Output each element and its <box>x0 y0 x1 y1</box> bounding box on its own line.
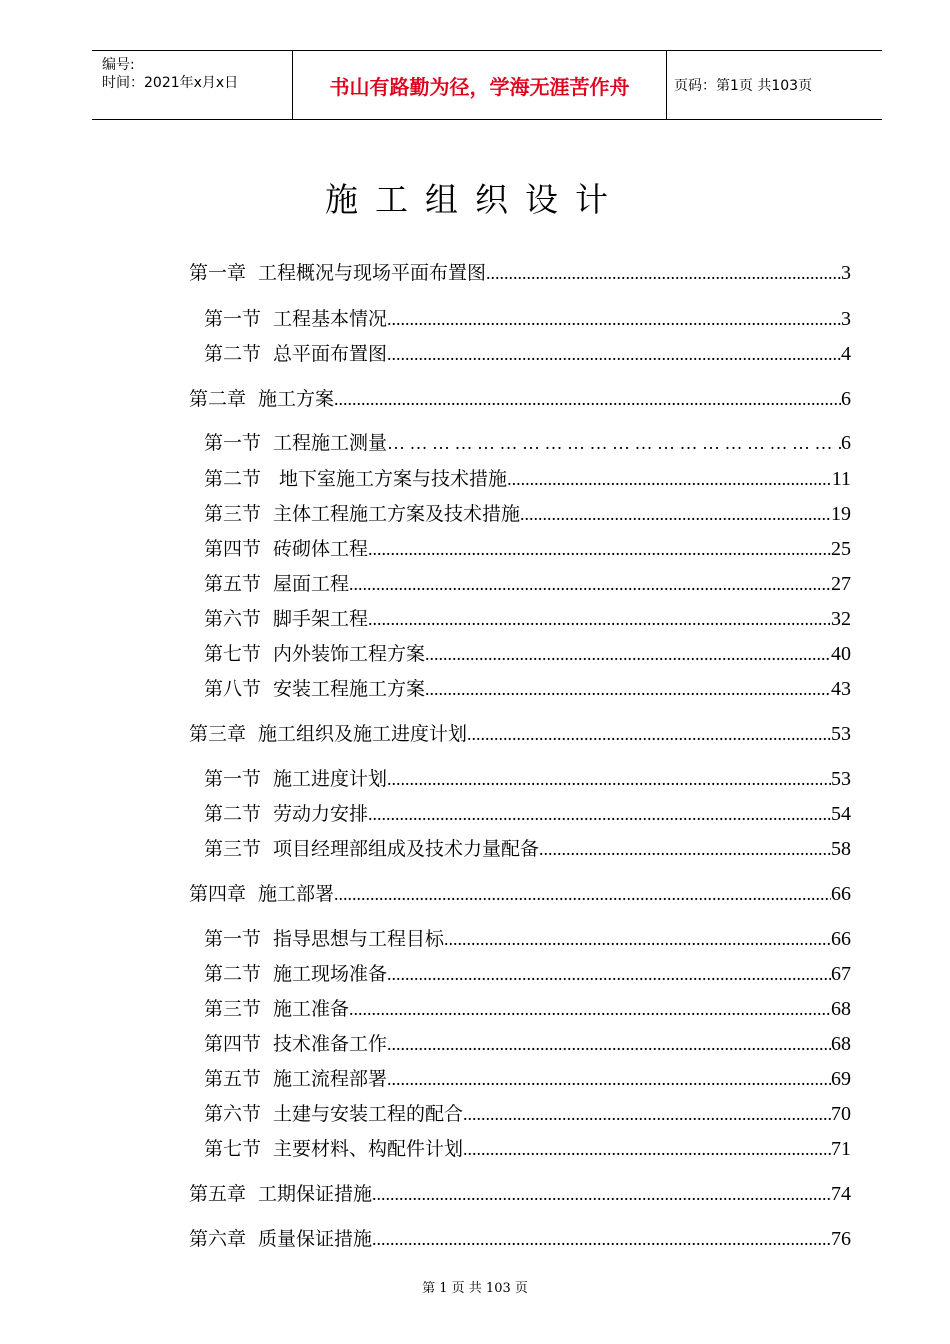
toc-entry-page-number: 71 <box>831 1138 851 1160</box>
toc-entry-title: 内外装饰工程方案 <box>273 643 426 665</box>
toc-section-row[interactable] <box>204 1064 851 1091</box>
toc-section-row[interactable] <box>204 604 851 631</box>
header-time-label: 时间：2021年x月x日 <box>102 75 239 91</box>
toc-entry-label <box>189 879 334 906</box>
toc-entry-page-number: 76 <box>831 1228 851 1250</box>
toc-entry-page-number: 4 <box>841 343 851 365</box>
toc-entry-title: 土建与安装工程的配合 <box>273 1103 464 1125</box>
toc-dot-leader <box>463 1139 831 1160</box>
toc-entry-label <box>204 799 368 826</box>
toc-entry-title: 施工准备 <box>273 998 350 1020</box>
toc-entry-label <box>204 764 387 791</box>
toc-entry-label <box>204 604 368 631</box>
toc-dot-leader <box>387 1034 831 1055</box>
toc-dot-leader <box>334 389 841 410</box>
header-number-label: 编号: <box>102 57 135 73</box>
toc-chapter-row[interactable] <box>189 719 851 746</box>
toc-entry-page-number: 69 <box>831 1068 851 1090</box>
toc-entry-title: 项目经理部组成及技术力量配备 <box>273 838 540 860</box>
toc-dot-leader <box>368 539 831 560</box>
toc-entry-title: 工期保证措施 <box>258 1183 373 1205</box>
toc-section-row[interactable] <box>204 428 851 455</box>
toc-entry-page-number: 3 <box>841 308 851 330</box>
toc-entry-number: 第一节 <box>204 432 262 454</box>
toc-entry-number: 第三节 <box>204 998 262 1020</box>
toc-entry-number: 第八节 <box>204 678 262 700</box>
toc-dot-leader <box>425 679 831 700</box>
toc-section-row[interactable] <box>204 1099 851 1126</box>
toc-entry-number: 第五章 <box>189 1183 247 1205</box>
toc-dot-leader <box>425 644 831 665</box>
toc-entry-number: 第三章 <box>189 723 247 745</box>
toc-entry-title: 工程基本情况 <box>273 308 388 330</box>
toc-entry-title: 施工部署 <box>258 883 335 905</box>
toc-dot-leader <box>368 804 831 825</box>
toc-entry-title: 施工方案 <box>258 388 335 410</box>
toc-entry-number: 第二章 <box>189 388 247 410</box>
toc-entry-title: 指导思想与工程目标 <box>273 928 445 950</box>
toc-entry-page-number: 67 <box>831 963 851 985</box>
toc-entry-number: 第七节 <box>204 643 262 665</box>
toc-entry-label <box>189 719 467 746</box>
toc-entry-page-number: 27 <box>831 573 851 595</box>
toc-entry-title: 施工流程部署 <box>273 1068 388 1090</box>
toc-entry-label <box>204 1134 463 1161</box>
toc-dot-leader <box>368 609 831 630</box>
toc-entry-number: 第二节 <box>204 803 262 825</box>
toc-entry-number: 第四章 <box>189 883 247 905</box>
header-motto-cell <box>292 51 667 119</box>
toc-entry-title: 技术准备工作 <box>273 1033 388 1055</box>
toc-entry-title: 质量保证措施 <box>258 1228 373 1250</box>
toc-dot-leader <box>539 839 831 860</box>
toc-section-row[interactable] <box>204 924 851 951</box>
toc-entry-page-number: 68 <box>831 1033 851 1055</box>
toc-entry-label <box>204 924 444 951</box>
toc-entry-page-number: 53 <box>831 768 851 790</box>
toc-entry-title: 安装工程施工方案 <box>273 678 426 700</box>
toc-section-row[interactable] <box>204 764 851 791</box>
toc-entry-label <box>204 994 349 1021</box>
toc-dot-leader <box>372 1184 831 1205</box>
toc-entry-title: 砖砌体工程 <box>273 538 369 560</box>
toc-entry-page-number: 70 <box>831 1103 851 1125</box>
toc-section-row[interactable] <box>204 959 851 986</box>
toc-entry-label <box>204 499 520 526</box>
toc-entry-label <box>204 428 387 455</box>
toc-entry-page-number: 66 <box>831 928 851 950</box>
toc-entry-number: 第一章 <box>189 262 247 284</box>
page-footer: 第 1 页 共 103 页 <box>422 1281 528 1296</box>
toc-dot-leader <box>486 263 841 284</box>
toc-section-row[interactable] <box>204 499 851 526</box>
page-header <box>92 50 882 120</box>
toc-dot-leader <box>387 433 841 454</box>
toc-chapter-row[interactable] <box>189 879 851 906</box>
header-page-cell <box>666 51 882 119</box>
toc-entry-number: 第一节 <box>204 928 262 950</box>
toc-entry-label <box>204 639 425 666</box>
toc-entry-number: 第四节 <box>204 1033 262 1055</box>
toc-section-row[interactable] <box>204 1029 851 1056</box>
toc-entry-page-number: 11 <box>831 468 851 490</box>
toc-entry-page-number: 6 <box>841 388 851 410</box>
toc-section-row[interactable] <box>204 464 851 491</box>
toc-dot-leader <box>463 1104 831 1125</box>
toc-entry-title: 脚手架工程 <box>273 608 369 630</box>
toc-chapter-row[interactable] <box>189 1179 851 1206</box>
toc-section-row[interactable] <box>204 994 851 1021</box>
toc-entry-number: 第一节 <box>204 768 262 790</box>
toc-entry-title: 总平面布置图 <box>273 343 388 365</box>
toc-entry-number: 第二节 <box>204 468 262 490</box>
toc-entry-page-number: 53 <box>831 723 851 745</box>
toc-entry-page-number: 40 <box>831 643 851 665</box>
toc-dot-leader <box>467 724 831 745</box>
toc-dot-leader <box>387 1069 831 1090</box>
toc-entry-label <box>204 834 539 861</box>
toc-entry-label <box>189 258 486 285</box>
toc-dot-leader <box>387 964 831 985</box>
toc-section-row[interactable] <box>204 569 851 596</box>
toc-entry-page-number: 68 <box>831 998 851 1020</box>
toc-entry-number: 第四节 <box>204 538 262 560</box>
toc-entry-page-number: 19 <box>831 503 851 525</box>
toc-dot-leader <box>444 929 831 950</box>
toc-section-row[interactable] <box>204 834 851 861</box>
toc-entry-label <box>204 569 349 596</box>
toc-entry-number: 第三节 <box>204 503 262 525</box>
toc-entry-title: 主体工程施工方案及技术措施 <box>273 503 521 525</box>
toc-entry-title: 工程概况与现场平面布置图 <box>258 262 487 284</box>
toc-dot-leader <box>387 769 831 790</box>
toc-entry-label <box>204 1064 387 1091</box>
toc-entry-page-number: 32 <box>831 608 851 630</box>
toc-entry-label <box>204 534 368 561</box>
toc-section-row[interactable] <box>204 1134 851 1161</box>
toc-entry-page-number: 3 <box>841 262 851 284</box>
toc-dot-leader <box>349 574 831 595</box>
toc-entry-number: 第二节 <box>204 963 262 985</box>
toc-entry-label <box>204 339 387 366</box>
header-left-cell <box>92 51 292 119</box>
toc-entry-title: 主要材料、构配件计划 <box>273 1138 464 1160</box>
toc-entry-label <box>189 1224 372 1251</box>
toc-entry-title: 施工组织及施工进度计划 <box>258 723 468 745</box>
toc-chapter-row[interactable] <box>189 1224 851 1251</box>
toc-entry-page-number: 54 <box>831 803 851 825</box>
header-page-info: 页码：第1页 共103页 <box>674 78 813 94</box>
toc-section-row[interactable] <box>204 674 851 701</box>
toc-entry-label <box>204 464 507 491</box>
toc-entry-number: 第二节 <box>204 343 262 365</box>
toc-dot-leader <box>507 469 832 490</box>
toc-entry-number: 第五节 <box>204 1068 262 1090</box>
toc-entry-label <box>204 959 387 986</box>
toc-entry-label <box>189 1179 372 1206</box>
toc-entry-title: 劳动力安排 <box>273 803 369 825</box>
header-motto: 书山有路勤为径，学海无涯苦作舟 <box>329 74 630 99</box>
toc-dot-leader <box>387 344 841 365</box>
toc-entry-number: 第七节 <box>204 1138 262 1160</box>
toc-entry-label <box>204 1029 387 1056</box>
toc-entry-page-number: 25 <box>831 538 851 560</box>
toc-entry-number: 第三节 <box>204 838 262 860</box>
toc-entry-label <box>204 304 387 331</box>
toc-entry-title: 施工现场准备 <box>273 963 388 985</box>
toc-entry-number: 第六节 <box>204 1103 262 1125</box>
toc-entry-label <box>204 1099 463 1126</box>
toc-dot-leader <box>349 999 831 1020</box>
toc-entry-title: 工程施工测量 <box>273 432 388 454</box>
toc-section-row[interactable] <box>204 639 851 666</box>
toc-dot-leader <box>372 1229 831 1250</box>
toc-entry-page-number: 58 <box>831 838 851 860</box>
toc-entry-number: 第一节 <box>204 308 262 330</box>
toc-dot-leader <box>387 309 841 330</box>
toc-chapter-row[interactable] <box>189 384 851 411</box>
toc-section-row[interactable] <box>204 799 851 826</box>
toc-section-row[interactable] <box>204 339 851 366</box>
toc-chapter-row[interactable] <box>189 258 851 285</box>
document-title: 施工组织设计 <box>325 180 625 219</box>
toc-entry-number: 第五节 <box>204 573 262 595</box>
toc-entry-page-number: 74 <box>831 1183 851 1205</box>
toc-dot-leader <box>520 504 831 525</box>
toc-section-row[interactable] <box>204 534 851 561</box>
toc-entry-title: 屋面工程 <box>273 573 350 595</box>
toc-entry-page-number: 43 <box>831 678 851 700</box>
toc-dot-leader <box>334 884 831 905</box>
toc-entry-label <box>189 384 334 411</box>
toc-section-row[interactable] <box>204 304 851 331</box>
toc-entry-page-number: 66 <box>831 883 851 905</box>
toc-entry-page-number: 6 <box>841 432 851 454</box>
toc-entry-number: 第六节 <box>204 608 262 630</box>
toc-entry-number: 第六章 <box>189 1228 247 1250</box>
toc-entry-title: 施工进度计划 <box>273 768 388 790</box>
toc-entry-title: 地下室施工方案与技术措施 <box>273 468 508 490</box>
toc-entry-label <box>204 674 425 701</box>
